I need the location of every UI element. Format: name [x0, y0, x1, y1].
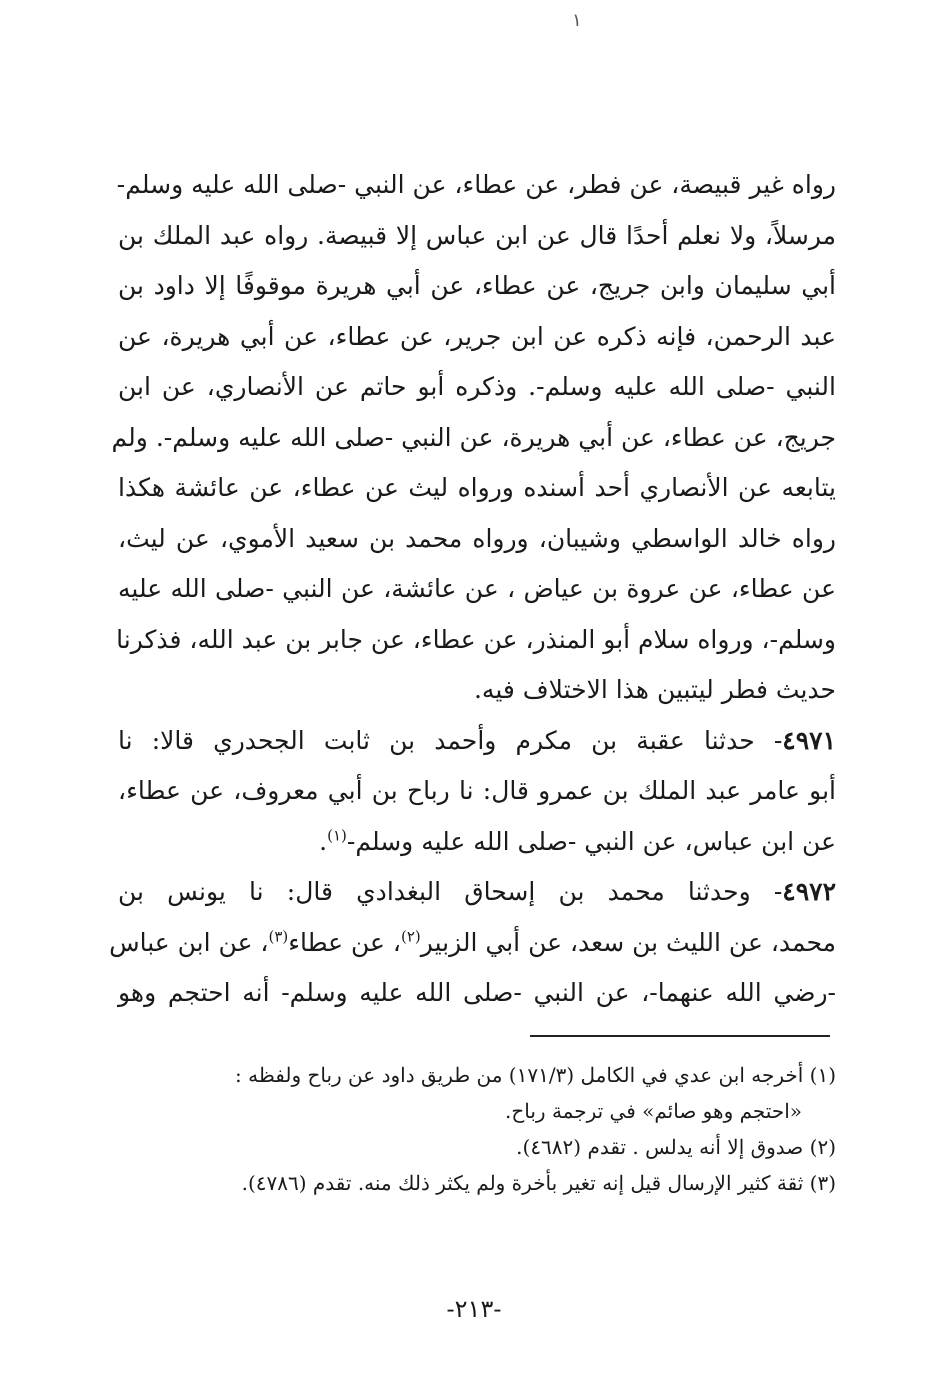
hadith-text: محمد، عن الليث بن سعد، عن أبي الزبير: [420, 927, 836, 957]
text-line: عبد الرحمن، فإنه ذكره عن ابن جرير، عن عطاء، عن أبي هريرة، عن: [118, 321, 836, 351]
text-line: مرسلاً، ولا نعلم أحدًا قال عن ابن عباس إلا قبيصة. رواه عبد الملك بن: [118, 220, 836, 250]
text-line: وسلم-، ورواه سلام أبو المنذر، عن عطاء، عن جابر بن عبد الله، فذكرنا: [116, 624, 836, 654]
hadith-4971-line: [118, 817, 836, 868]
text-line: أبي سليمان وابن جريج، عن عطاء، عن أبي هريرة موقوفًا إلا داود بن: [118, 271, 836, 300]
hadith-4971-line: [118, 716, 836, 767]
footnote-separator: [530, 1035, 830, 1037]
top-mark: ١: [572, 10, 582, 31]
hadith-number: ٤٩٧٢: [782, 877, 836, 906]
footnotes: [118, 1057, 836, 1201]
hadith-text: عن ابن عباس، عن النبي -صلى الله عليه وسلم-: [346, 826, 836, 856]
text-line: جريج، عن عطاء، عن أبي هريرة، عن النبي -صلى الله عليه وسلم-. ولم: [111, 422, 836, 452]
hadith-text: - وحدثنا محمد بن إسحاق البغدادي قال: نا يونس بن: [118, 877, 783, 906]
text-line: يتابعه عن الأنصاري أحد أسنده ورواه ليث عن عطاء، عن عائشة هكذا: [118, 473, 836, 502]
text-line: حديث فطر ليتبين هذا الاختلاف فيه.: [473, 675, 836, 704]
hadith-4972-line: [118, 867, 836, 918]
footnote-2: (٢) صدوق إلا أنه يدلس . تقدم (٤٦٨٢).: [516, 1135, 836, 1159]
hadith-number: ٤٩٧١: [782, 725, 836, 755]
text-line: النبي -صلى الله عليه وسلم-. وذكره أبو حاتم عن الأنصاري، عن ابن: [118, 372, 836, 401]
footnote-ref: (٢): [401, 927, 421, 946]
hadith-text: ، عن عطاء: [288, 927, 401, 957]
footnote-ref: (١): [327, 826, 347, 845]
hadith-text: .: [319, 826, 328, 856]
hadith-4971-line: أبو عامر عبد الملك بن عمرو قال: نا رباح بن أبي معروف، عن عطاء،: [118, 776, 836, 805]
text-line: عن عطاء، عن عروة بن عياض ، عن عائشة، عن النبي -صلى الله عليه: [118, 574, 836, 603]
text-line: رواه خالد الواسطي وشيبان، ورواه محمد بن سعيد الأموي، عن ليث،: [118, 523, 836, 553]
hadith-4972-line: -رضي الله عنهما-، عن النبي -صلى الله عليه وسلم- أنه احتجم وهو: [118, 978, 836, 1007]
footnote-ref: (٣): [268, 927, 289, 946]
hadith-text: - حدثنا عقبة بن مكرم وأحمد بن ثابت الجحدري قالا: نا: [118, 725, 783, 755]
footnote-3: (٣) ثقة كثير الإرسال قيل إنه تغير بأخرة ولم يكثر ذلك منه. تقدم (٤٧٨٦).: [241, 1171, 836, 1195]
hadith-4972-line: [109, 918, 836, 969]
footnote-1: (١) أخرجه ابن عدي في الكامل (١٧١/٣) من طريق داود عن رباح ولفظه :: [235, 1063, 836, 1087]
text-line: رواه غير قبيصة، عن فطر، عن عطاء، عن النبي -صلى الله عليه وسلم-: [116, 170, 836, 199]
main-text: [109, 160, 836, 1019]
hadith-text: ، عن ابن عباس: [109, 927, 269, 957]
page-number: -٢١٣-: [446, 1295, 502, 1323]
footnote-1-continued: «احتجم وهو صائم» في ترجمة رباح.: [505, 1099, 802, 1123]
